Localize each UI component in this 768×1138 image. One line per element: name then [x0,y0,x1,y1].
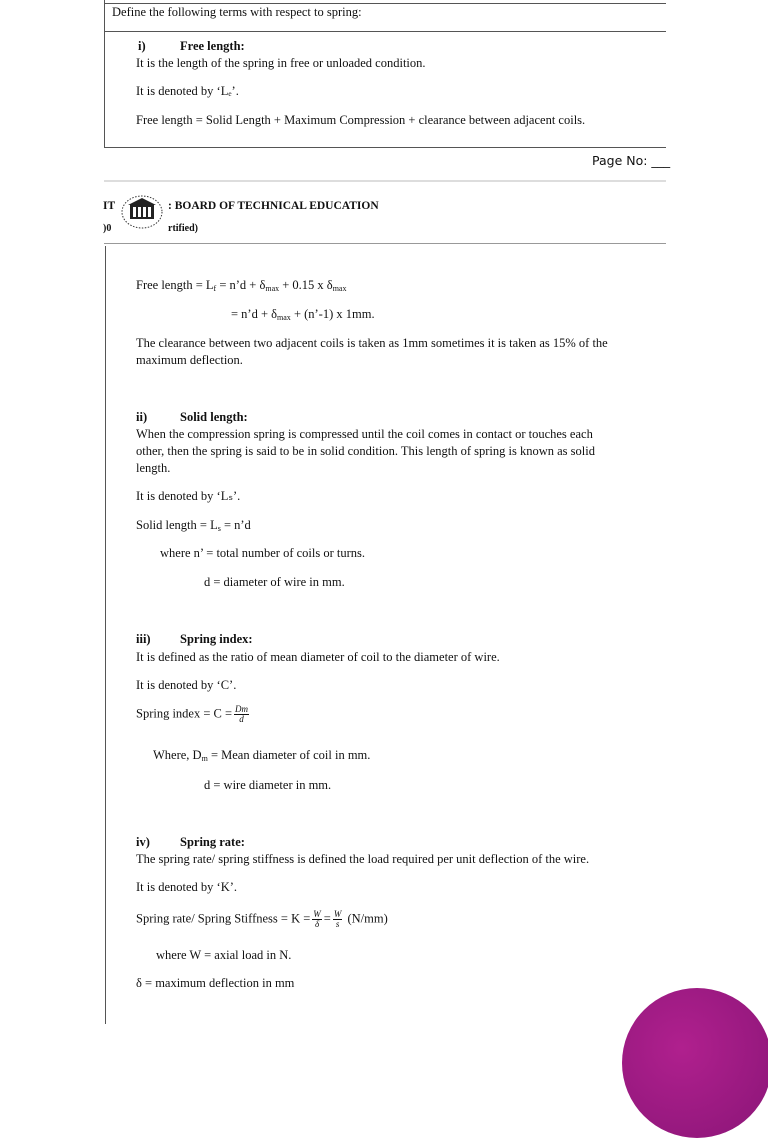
eq1-prefix: Free length = L [136,278,214,292]
index-denoted: It is denoted by ‘C’. [136,678,237,692]
top-rule [104,3,666,4]
index-frac-den: d [239,714,244,724]
rate-where-1: where W = axial load in N. [156,948,292,962]
index-fraction [234,705,249,724]
solid-formula-prefix: Solid length = L [136,518,218,532]
rate-unit: (N/mm) [347,911,388,926]
solid-formula [136,518,251,536]
header-left-bottom: )0 [103,223,112,234]
free-length-number: i) [138,39,146,53]
index-formula-prefix: Spring index = C = [136,706,233,721]
floating-action-button[interactable] [622,988,768,1138]
body-left-border [105,246,106,1024]
board-logo [120,194,164,230]
rate-fraction-1 [312,910,322,929]
index-where-rest: = Mean diameter of coil in mm. [207,748,371,762]
index-where-1 [153,748,370,766]
top-bottom-rule [104,147,666,148]
index-where-sub: m [201,754,208,763]
index-formula [136,705,251,724]
solid-where-1: where n’ = total number of coils or turns. [160,546,366,560]
eq2-rest: + (n’-1) x 1mm. [290,307,375,321]
rate-frac1-den: δ [314,919,320,929]
free-length-equation-2 [231,307,375,325]
eq1-sub2: max [265,284,280,293]
rate-equals: = [323,911,331,926]
eq2-prefix: = n’d + δ [231,307,278,321]
rate-formula-prefix: Spring rate/ Spring Stiffness = K = [136,911,311,926]
solid-length-title: Solid length: [180,410,248,424]
eq1-sub3: max [332,284,347,293]
eq2-sub: max [277,313,291,322]
intro-text: Define the following terms with respect to spring: [112,5,362,19]
index-number: iii) [136,632,151,646]
page-separator [104,180,666,182]
rate-number: iv) [136,835,150,849]
clearance-line-1: The clearance between two adjacent coils is taken as 1mm sometimes it is taken as 15% of the [136,336,608,350]
eq1-mid2: + 0.15 x δ [279,278,333,292]
rate-frac2-num: W [333,909,342,919]
header-rule [104,243,666,244]
rate-where-2: δ = maximum deflection in mm [136,976,295,990]
rate-title: Spring rate: [180,835,245,849]
solid-definition-3: length. [136,461,171,475]
rate-frac2-den: s [335,919,340,929]
intro-rule [104,31,666,32]
solid-formula-rest: = n’d [220,518,251,532]
clearance-line-2: maximum deflection. [136,353,243,367]
free-length-formula-text: Free length = Solid Length + Maximum Compression + clearance between adjacent coils. [136,113,586,127]
solid-definition-2: other, then the spring is said to be in solid condition. This length of spring is known as solid [136,444,595,458]
index-frac-num: Dm [235,704,249,714]
index-where-2: d = wire diameter in mm. [204,778,332,792]
free-length-title: Free length: [180,39,245,53]
index-title: Spring index: [180,632,253,646]
index-definition: It is defined as the ratio of mean diameter of coil to the diameter of wire. [136,650,500,664]
board-certified: rtified) [168,223,198,234]
board-name: : BOARD OF TECHNICAL EDUCATION [168,200,379,212]
eq1-sub: f [213,284,217,293]
free-length-denoted: It is denoted by ‘Lₑ’. [136,84,239,98]
eq1-mid: = n’d + δ [216,278,266,292]
rate-frac1-num: W [313,909,321,919]
free-length-equation-1 [136,278,346,296]
rate-formula [136,910,388,929]
solid-where-2: d = diameter of wire in mm. [204,575,345,589]
top-left-border [104,0,105,148]
header-left-top: IT [103,200,116,212]
rate-definition: The spring rate/ spring stiffness is defined the load required per unit deflection of the wire. [136,852,590,866]
free-length-definition: It is the length of the spring in free or unloaded condition. [136,56,426,70]
solid-length-number: ii) [136,410,148,424]
rate-fraction-2 [333,910,343,929]
solid-formula-sub: s [217,524,221,533]
page-number: Page No: ___ [592,153,671,168]
solid-denoted: It is denoted by ‘Lₛ’. [136,489,241,503]
solid-definition-1: When the compression spring is compressed until the coil comes in contact or touches each [136,427,593,441]
rate-denoted: It is denoted by ‘K’. [136,880,238,894]
index-where-prefix: Where, D [153,748,202,762]
